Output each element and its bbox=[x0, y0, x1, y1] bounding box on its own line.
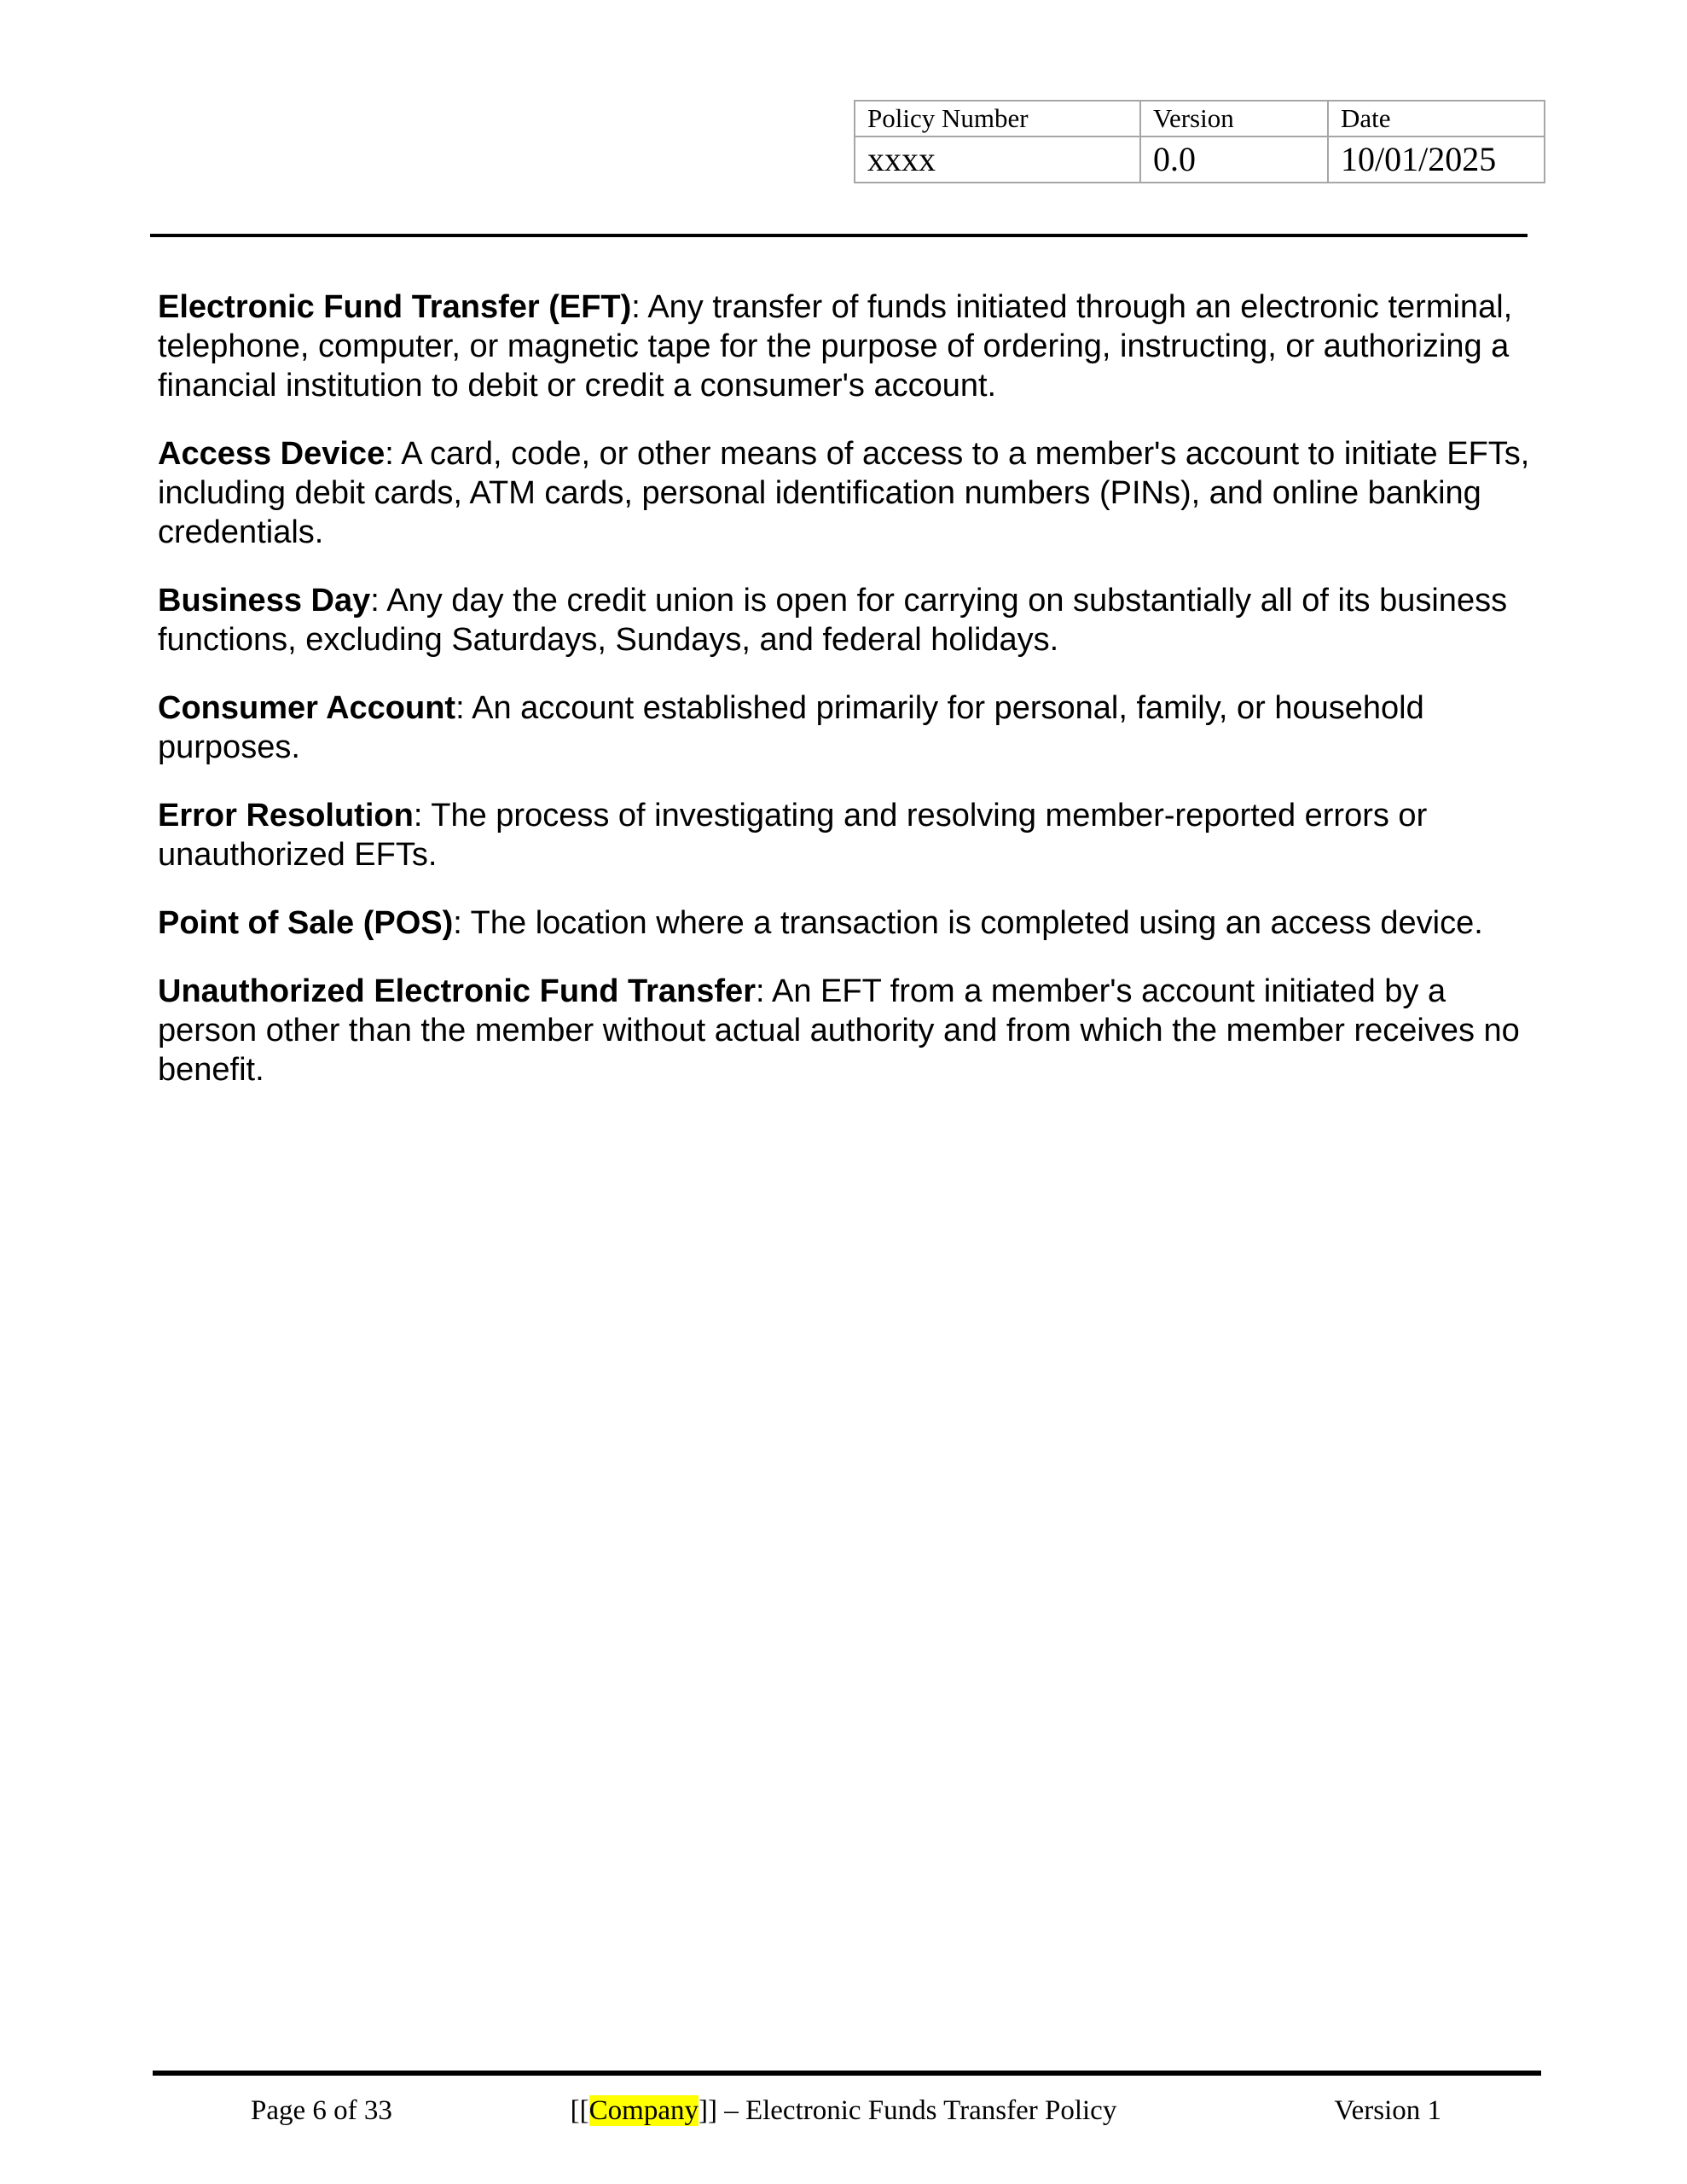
definition-paragraph bbox=[158, 972, 1531, 1089]
company-placeholder-highlight: Company bbox=[588, 2095, 699, 2126]
policy-number-value-cell: xxxx bbox=[855, 136, 1140, 183]
definition-term: Error Resolution bbox=[158, 798, 414, 834]
definition-text: : Any day the credit union is open for carrying on substantially all of its business functions, excluding Saturdays, Sundays, and federal holidays. bbox=[158, 583, 1508, 658]
version-header-cell: Version bbox=[1140, 101, 1328, 136]
definition-term: Unauthorized Electronic Fund Transfer bbox=[158, 973, 756, 1009]
definition-term: Electronic Fund Transfer (EFT) bbox=[158, 289, 632, 325]
policy-number-header-cell: Policy Number bbox=[855, 101, 1140, 136]
page-footer bbox=[0, 2092, 1687, 2135]
definition-paragraph bbox=[158, 288, 1531, 405]
definitions-section bbox=[158, 288, 1531, 1118]
definition-text: : A card, code, or other means of access to a member's account to initiate EFTs, including debit cards, ATM cards, personal identification numbers (PINs), and online banking credentials. bbox=[158, 436, 1530, 550]
definition-paragraph bbox=[158, 796, 1531, 874]
definition-term: Business Day bbox=[158, 583, 371, 619]
policy-header-table bbox=[854, 100, 1545, 183]
footer-divider-rule bbox=[153, 2071, 1541, 2076]
definition-paragraph bbox=[158, 903, 1531, 943]
definition-paragraph bbox=[158, 434, 1531, 552]
page-number-label: Page 6 of 33 bbox=[251, 2095, 392, 2126]
header-table-label-row bbox=[855, 101, 1545, 136]
definition-paragraph bbox=[158, 688, 1531, 767]
footer-title-suffix: ]] – Electronic Funds Transfer Policy bbox=[698, 2095, 1117, 2126]
version-value-cell: 0.0 bbox=[1140, 136, 1328, 183]
header-divider-rule bbox=[150, 234, 1528, 237]
definition-paragraph bbox=[158, 581, 1531, 659]
date-value-cell: 10/01/2025 bbox=[1328, 136, 1545, 183]
footer-bracket-prefix: [[ bbox=[570, 2095, 589, 2126]
definition-text: : The location where a transaction is completed using an access device. bbox=[453, 905, 1483, 941]
header-table-value-row bbox=[855, 136, 1545, 183]
definition-text: : An EFT from a member's account initiated by a person other than the member without actual authority and from which the member receives no benefit. bbox=[158, 973, 1520, 1088]
definition-text: : An account established primarily for personal, family, or household purposes. bbox=[158, 690, 1424, 765]
definition-term: Access Device bbox=[158, 436, 386, 472]
definition-term: Consumer Account bbox=[158, 690, 456, 726]
definition-term: Point of Sale (POS) bbox=[158, 905, 454, 941]
definition-text: : The process of investigating and resolving member-reported errors or unauthorized EFTs. bbox=[158, 798, 1428, 873]
date-header-cell: Date bbox=[1328, 101, 1545, 136]
footer-version-label: Version 1 bbox=[1334, 2095, 1441, 2126]
definition-text: : Any transfer of funds initiated through an electronic terminal, telephone, computer, or magnetic tape for the purpose of ordering, instructing, or authorizing a financial institution to debit or credit a consumer's account. bbox=[158, 289, 1513, 404]
